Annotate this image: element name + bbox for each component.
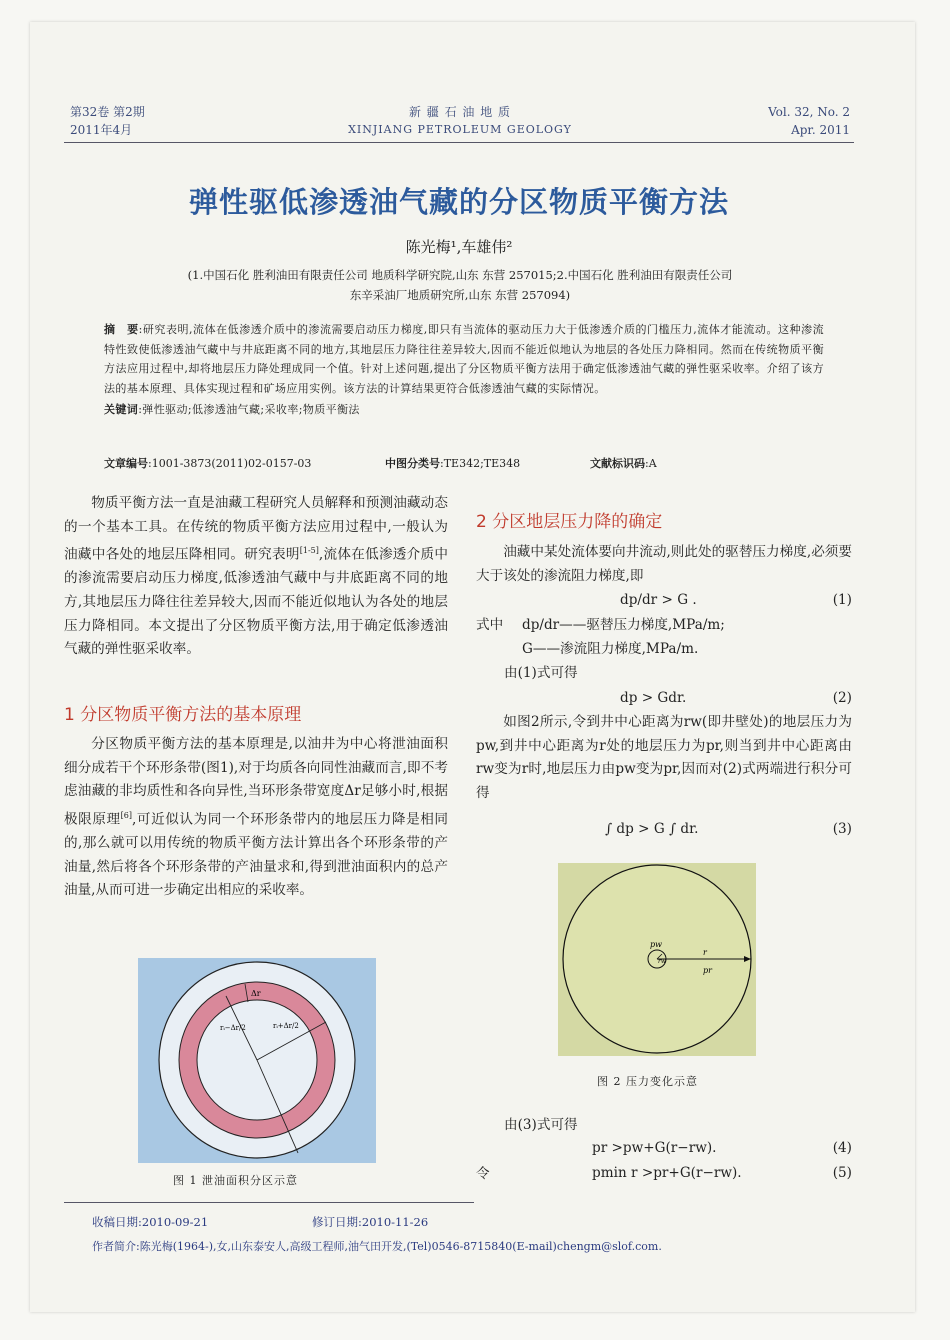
section-1-heading: 1 分区物质平衡方法的基本原理	[64, 705, 302, 725]
keywords-text: :弹性驱动;低渗透油气藏;采收率;物质平衡法	[138, 403, 360, 416]
abstract-label: 摘 要	[104, 323, 139, 336]
figure-1-drawing	[138, 958, 376, 1163]
document-code	[590, 455, 657, 471]
figure-1-label-inner: rᵢ−Δr/2	[220, 1024, 246, 1032]
header-journal-en: XINJIANG PETROLEUM GEOLOGY	[348, 123, 572, 136]
intro-text: 物质平衡方法一直是油藏工程研究人员解释和预测油藏动态的一个基本工具。在传统的物质平衡方法应用过程中,一般认为油藏中各处的地层压降相同。研究表明	[64, 495, 448, 563]
header-right	[700, 103, 850, 139]
section-2-paragraph-4: 由(3)式可得	[504, 1117, 578, 1133]
header-date-cn: 2011年4月	[70, 123, 133, 137]
equation-1: dp/dr > G .	[620, 592, 697, 608]
figure-2-label-rw: rw	[658, 958, 667, 965]
figure-1-caption: 图 1 泄油面积分区示意	[173, 1174, 298, 1187]
equation-2-number: (2)	[832, 690, 852, 706]
figure-2-label-pw: pw	[650, 940, 662, 949]
equation-4: pr >pw+G(r−rw).	[592, 1140, 717, 1156]
section-1-text: 分区物质平衡方法的基本原理是,以油井为中心将泄油面积细分成若干个环形条带(图1),对于均质各向同性油藏而言,即不考虑油藏的非均质性和各向异性,当环形条带宽度Δr足够小时,根据极限原理	[64, 736, 448, 828]
figure-1-label-dr: Δr	[251, 989, 261, 998]
footer-rule	[64, 1202, 474, 1203]
section-1-paragraph	[64, 733, 448, 903]
section-2-paragraph-3: 如图2所示,令到井中心距离为rw(即井壁处)的地层压力为pw,到井中心距离为r处的地层压力为pr,则当到井中心距离由rw变为r时,地层压力由pw变为pr,因而对(2)式两端进行积分可得	[476, 714, 852, 801]
header-rule	[64, 142, 854, 143]
header-date-en: Apr. 2011	[791, 123, 850, 137]
section-2-heading: 2 分区地层压力降的确定	[476, 512, 663, 532]
affiliations	[100, 265, 820, 305]
equation-5: pmin r >pr+G(r−rw).	[592, 1165, 742, 1181]
received-date: 收稿日期:2010-09-21	[92, 1215, 209, 1229]
header-volume-en: Vol. 32, No. 2	[768, 105, 850, 119]
equation-3: ∫ dp > G ∫ dr.	[605, 821, 699, 837]
revised-date: 修订日期:2010-11-26	[312, 1215, 429, 1229]
section-1-text-2: ,可近似认为同一个环形条带内的地层压力降是相同的,那么就可以用传统的物质平衡方法计算出各个环形条带的产油量,然后将各个环形条带的产油量求和,得到泄油面积内的总产油量,从而可进一步确定出相应的采收率。	[64, 811, 448, 899]
header-center	[310, 103, 610, 139]
affiliation-line-2: 东辛采油厂地质研究所,山东 东营 257094)	[349, 288, 571, 302]
document-code-value: :A	[645, 457, 657, 470]
figure-1-label-outer: rᵢ+Δr/2	[273, 1022, 299, 1030]
figure-2-label-pr: pr	[703, 966, 712, 975]
header-left	[70, 103, 145, 139]
intro-text-2: ,流体在低渗透介质中的渗流需要启动压力梯度,低渗透油气藏中与井底距离不同的地方,其地层压力降往往差异较大,因而不能近似地认为各处的地层压力降相同。本文提出了分区物质平衡方法,用于确定低渗透油气藏的弹性驱采收率。	[64, 546, 449, 658]
affiliation-line-1: (1.中国石化 胜利油田有限责任公司 地质科学研究院,山东 东营 257015;2.中国石化 胜利油田有限责任公司	[187, 268, 733, 282]
section-1-citation: [6]	[120, 810, 133, 820]
figure-2-caption: 图 2 压力变化示意	[597, 1075, 698, 1088]
ling-word: 令	[476, 1166, 490, 1182]
where-item-2: G——渗流阻力梯度,MPa/m.	[522, 641, 699, 657]
equation-2: dp > Gdr.	[620, 690, 687, 706]
header-journal-cn: 新 疆 石 油 地 质	[408, 105, 512, 119]
section-2-paragraph-1: 油藏中某处流体要向井流动,则此处的驱替压力梯度,必须要大于该处的渗流阻力梯度,即	[476, 544, 852, 584]
where-item-1: dp/dr——驱替压力梯度,MPa/m;	[522, 617, 725, 633]
author-bio: 作者简介:陈光梅(1964-),女,山东泰安人,高级工程师,油气田开发,(Tel)0546-8715840(E-mail)chengm@slof.com.	[92, 1240, 662, 1253]
intro-paragraph	[64, 492, 448, 662]
article-number-value: :1001-3873(2011)02-0157-03	[148, 457, 312, 470]
equation-5-number: (5)	[832, 1165, 852, 1181]
equation-3-number: (3)	[832, 821, 852, 837]
equation-1-number: (1)	[832, 592, 852, 608]
figure-2-drawing	[558, 863, 756, 1056]
article-number	[104, 455, 311, 471]
keywords	[104, 400, 824, 420]
document-code-label: 文献标识码	[590, 457, 645, 470]
paper-title: 弹性驱低渗透油气藏的分区物质平衡方法	[188, 185, 729, 219]
equation-4-number: (4)	[832, 1140, 852, 1156]
clc-number	[385, 455, 520, 471]
intro-citation: [1-5]	[299, 546, 319, 556]
section-2-paragraph-2: 由(1)式可得	[504, 665, 578, 681]
article-number-label: 文章编号	[104, 457, 148, 470]
clc-label: 中图分类号	[385, 457, 440, 470]
clc-value: :TE342;TE348	[440, 457, 521, 470]
paper-authors: 陈光梅¹,车雄伟²	[405, 238, 513, 256]
keywords-label: 关键词	[104, 403, 139, 416]
abstract	[104, 320, 824, 420]
abstract-text: :研究表明,流体在低渗透介质中的渗流需要启动压力梯度,即只有当流体的驱动压力大于低渗透介质的门槛压力,流体才能流动。这种渗流特性致使低渗透油气藏中与井底距离不同的地方,其地层压力降往往差异较大,因而不能近似地认为地层的各处压力降相同。然而在传统物质平衡方法应用过程中,却将地层压力降处理成同一个值。针对上述问题,提出了分区物质平衡方法用于确定低渗透油气藏的弹性驱采收率。介绍了该方法的基本原理、具体实现过程和矿场应用实例。该方法的计算结果更符合低渗透油气藏的实际情况。	[104, 323, 825, 395]
figure-2-label-r: r	[703, 948, 707, 957]
header-volume-issue: 第32卷 第2期	[70, 105, 145, 119]
where-label: 式中	[476, 617, 504, 633]
